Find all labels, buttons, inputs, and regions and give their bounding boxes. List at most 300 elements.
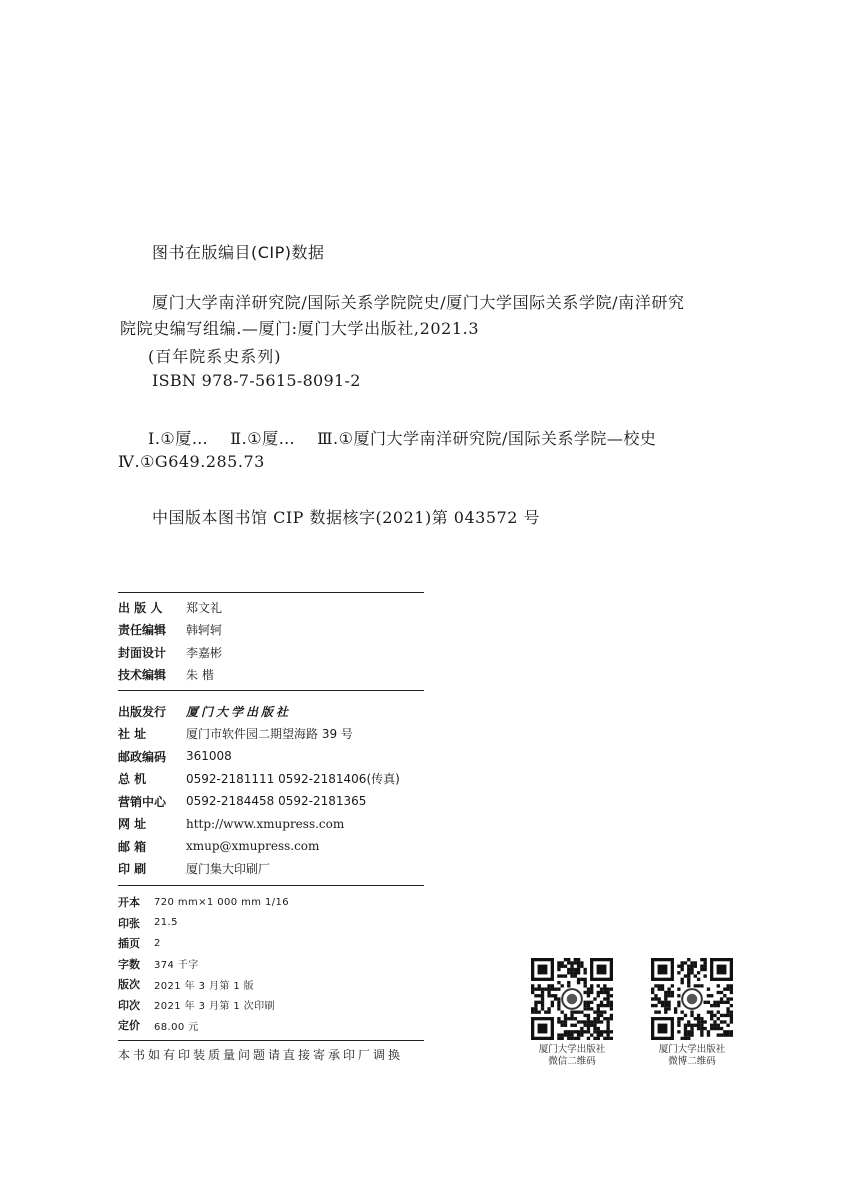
- publisher-label: 出版发行: [118, 704, 167, 719]
- spec-label: 印张: [118, 916, 140, 930]
- publisher-label: 营销中心: [118, 794, 167, 809]
- qr-module: [677, 1004, 680, 1007]
- spec-label: 印次: [118, 998, 140, 1012]
- qr-module: [606, 997, 609, 1000]
- spec-label: 版次: [118, 978, 140, 992]
- qr-module: [694, 984, 697, 987]
- qr-module: [561, 1010, 564, 1013]
- qr-module: [723, 1020, 726, 1023]
- qr-module: [654, 1004, 657, 1007]
- credit-value: 朱 楷: [186, 668, 214, 683]
- qr-module: [717, 1033, 720, 1036]
- qr-module: [587, 1004, 590, 1007]
- qr-module: [654, 997, 657, 1000]
- qr-module: [557, 1001, 560, 1004]
- qr-module: [677, 1024, 680, 1027]
- qr-module: [703, 1027, 706, 1030]
- qr-module: [583, 971, 586, 974]
- qr-module: [687, 958, 690, 961]
- qr-finder-center: [538, 1024, 548, 1034]
- qr-module: [726, 1014, 729, 1017]
- qr-module: [667, 1001, 670, 1004]
- qr-module: [661, 988, 664, 991]
- qr-module: [713, 1001, 716, 1004]
- qr-module: [547, 1010, 550, 1013]
- qr-module: [707, 1010, 710, 1013]
- qr-module: [606, 1027, 609, 1030]
- qr-module: [713, 1020, 716, 1023]
- spec-row-inserts: [118, 933, 428, 954]
- qr-module: [684, 1037, 687, 1040]
- qr-module: [547, 984, 550, 987]
- qr-module: [587, 1027, 590, 1030]
- qr-module: [593, 997, 596, 1000]
- qr-module: [590, 1033, 593, 1036]
- qr-module: [567, 971, 570, 974]
- qr-module: [674, 1010, 677, 1013]
- qr-module: [583, 1014, 586, 1017]
- qr-module: [651, 991, 654, 994]
- qr-module: [687, 1037, 690, 1040]
- qr-module: [703, 974, 706, 977]
- qr-module: [531, 991, 534, 994]
- publisher-row-postcode: [118, 745, 428, 768]
- spec-value: 2: [154, 937, 161, 949]
- qr-module: [593, 1020, 596, 1023]
- qr-module: [557, 1017, 560, 1020]
- qr-module: [664, 1004, 667, 1007]
- qr-module: [687, 1030, 690, 1033]
- qr-module: [583, 991, 586, 994]
- qr-module: [570, 965, 573, 968]
- qr-module: [671, 994, 674, 997]
- qr-module: [726, 997, 729, 1000]
- qr-module: [538, 994, 541, 997]
- qr-module: [664, 1001, 667, 1004]
- qr-module: [534, 1007, 537, 1010]
- qr-module: [700, 1017, 703, 1020]
- qr-module: [597, 1010, 600, 1013]
- qr-module: [703, 961, 706, 964]
- qr-module: [726, 1033, 729, 1036]
- spec-value: 720 mm×1 000 mm 1/16: [154, 896, 290, 908]
- qr-module: [603, 1010, 606, 1013]
- qr-module: [667, 991, 670, 994]
- qr-module: [564, 1024, 567, 1027]
- qr-module: [690, 1033, 693, 1036]
- divider-publisher: [118, 885, 424, 886]
- qr-module: [717, 991, 720, 994]
- qr-module: [677, 1020, 680, 1023]
- qr-module: [597, 1027, 600, 1030]
- qr-module: [697, 1014, 700, 1017]
- qr-module: [587, 1020, 590, 1023]
- qr-module: [580, 1033, 583, 1036]
- qr-module: [651, 988, 654, 991]
- qr-module: [597, 994, 600, 997]
- qr-module: [541, 1001, 544, 1004]
- qr-module: [561, 1020, 564, 1023]
- qr-module: [564, 1030, 567, 1033]
- qr-module: [597, 1007, 600, 1010]
- qr-module: [707, 1030, 710, 1033]
- qr-module: [710, 1014, 713, 1017]
- qr-module: [570, 1033, 573, 1036]
- qr-module: [600, 1020, 603, 1023]
- qr-module: [590, 1020, 593, 1023]
- qr-module: [606, 1033, 609, 1036]
- qr-module: [717, 1010, 720, 1013]
- qr-module: [730, 997, 733, 1000]
- qr-module: [684, 961, 687, 964]
- qr-module: [703, 1001, 706, 1004]
- credit-label: 责任编辑: [118, 623, 167, 638]
- cip-class-ii: Ⅱ.①厦…: [230, 429, 296, 448]
- qr-module: [583, 1020, 586, 1023]
- qr-module: [677, 1001, 680, 1004]
- cip-description: [120, 290, 760, 342]
- qr-module: [684, 1027, 687, 1030]
- qr-module: [600, 1010, 603, 1013]
- qr-module: [687, 974, 690, 977]
- qr-module: [677, 971, 680, 974]
- publisher-label: 社 址: [118, 727, 147, 742]
- qr-module: [710, 1017, 713, 1020]
- qr-module: [587, 1007, 590, 1010]
- qr-module: [726, 1030, 729, 1033]
- qr-module: [684, 1030, 687, 1033]
- qr-module: [577, 1033, 580, 1036]
- publisher-row-marketing: [118, 790, 428, 813]
- qr-module: [681, 968, 684, 971]
- cip-isbn: ISBN 978-7-5615-8091-2: [152, 371, 361, 390]
- qr-module: [661, 1001, 664, 1004]
- qr-module: [600, 1033, 603, 1036]
- qr-module: [587, 1030, 590, 1033]
- qr-module: [730, 1030, 733, 1033]
- qr-module: [713, 1027, 716, 1030]
- qr-module: [684, 1024, 687, 1027]
- qr-module: [551, 994, 554, 997]
- qr-module: [557, 981, 560, 984]
- qr-module: [720, 991, 723, 994]
- qr-module: [606, 991, 609, 994]
- spec-value: 68.00 元: [154, 1021, 199, 1033]
- qr-module: [730, 1017, 733, 1020]
- credit-value: 李嘉彬: [186, 645, 223, 660]
- qr-module: [667, 988, 670, 991]
- qr-module: [531, 1010, 534, 1013]
- qr-module: [564, 1020, 567, 1023]
- cip-record-number: 中国版本图书馆 CIP 数据核字(2021)第 043572 号: [152, 508, 540, 527]
- qr-module: [700, 984, 703, 987]
- qr-module: [580, 1030, 583, 1033]
- qr-module: [681, 961, 684, 964]
- qr-module: [577, 981, 580, 984]
- qr-module: [534, 988, 537, 991]
- qr-module: [600, 1004, 603, 1007]
- publisher-label: 印 刷: [118, 862, 147, 877]
- qr-module: [557, 1020, 560, 1023]
- qr-module: [590, 1001, 593, 1004]
- publisher-row-phone: [118, 768, 428, 791]
- staff-credits: [118, 596, 428, 686]
- qr-module: [567, 1030, 570, 1033]
- qr-module: [597, 1004, 600, 1007]
- qr-module: [703, 1020, 706, 1023]
- qr-module: [570, 961, 573, 964]
- qr-module: [541, 988, 544, 991]
- qr-module: [700, 965, 703, 968]
- qr-module: [593, 1024, 596, 1027]
- qr-module: [580, 978, 583, 981]
- divider-staff: [118, 690, 424, 691]
- qr-module: [671, 991, 674, 994]
- qr-module: [730, 1010, 733, 1013]
- spec-row-word-count: [118, 954, 428, 975]
- qr-module: [554, 997, 557, 1000]
- qr-module: [557, 974, 560, 977]
- qr-module: [603, 984, 606, 987]
- qr-module: [547, 988, 550, 991]
- publisher-label: 邮 箱: [118, 839, 147, 854]
- qr-module: [574, 1024, 577, 1027]
- qr-module: [606, 1037, 609, 1040]
- qr-module: [557, 1007, 560, 1010]
- spec-row-sheets: [118, 913, 428, 934]
- qr-module: [577, 968, 580, 971]
- qr-module: [597, 1014, 600, 1017]
- qr-module: [561, 961, 564, 964]
- wechat-qr-caption: [512, 1044, 632, 1068]
- qr-module: [684, 1033, 687, 1036]
- qr-module: [687, 978, 690, 981]
- qr-module: [726, 1001, 729, 1004]
- spec-value: 21.5: [154, 917, 178, 929]
- qr-module: [667, 1004, 670, 1007]
- qr-module: [557, 988, 560, 991]
- qr-module: [570, 1010, 573, 1013]
- qr-module: [667, 1007, 670, 1010]
- qr-module: [690, 1024, 693, 1027]
- qr-module: [603, 1004, 606, 1007]
- publisher-row-printer: [118, 858, 428, 881]
- qr-module: [717, 1024, 720, 1027]
- spec-label: 开本: [118, 896, 140, 910]
- qr-module: [534, 1004, 537, 1007]
- qr-module: [606, 1001, 609, 1004]
- qr-module: [707, 994, 710, 997]
- qr-module: [547, 991, 550, 994]
- qr-module: [694, 974, 697, 977]
- qr-module: [561, 1037, 564, 1040]
- qr-module: [726, 1007, 729, 1010]
- qr-module: [664, 997, 667, 1000]
- qr-module: [600, 991, 603, 994]
- qr-module: [723, 1030, 726, 1033]
- qr-module: [677, 965, 680, 968]
- qr-module: [694, 1017, 697, 1020]
- wechat-qr-code: [531, 958, 613, 1040]
- qr-module: [577, 1030, 580, 1033]
- credit-row-technical-editor: [118, 664, 428, 687]
- qr-module: [567, 981, 570, 984]
- qr-module: [590, 988, 593, 991]
- qr-module: [554, 994, 557, 997]
- qr-module: [593, 1037, 596, 1040]
- credit-row-publisher-person: [118, 596, 428, 619]
- qr-finder-center: [597, 965, 607, 975]
- publisher-label: 邮政编码: [118, 749, 167, 764]
- qr-module: [677, 994, 680, 997]
- qr-module: [600, 1030, 603, 1033]
- qr-module: [674, 1007, 677, 1010]
- qr-module: [684, 974, 687, 977]
- qr-module: [547, 1007, 550, 1010]
- qr-module: [651, 1004, 654, 1007]
- qr-module: [681, 981, 684, 984]
- qr-emblem-center-icon: [567, 994, 577, 1004]
- qr-module: [593, 1030, 596, 1033]
- qr-module: [700, 968, 703, 971]
- qr-module: [557, 968, 560, 971]
- qr-module: [583, 1004, 586, 1007]
- qr-module: [720, 1020, 723, 1023]
- qr-module: [567, 1017, 570, 1020]
- qr-module: [590, 1024, 593, 1027]
- credit-label: 出 版 人: [118, 600, 163, 615]
- spec-row-edition: [118, 974, 428, 995]
- qr-module: [551, 1001, 554, 1004]
- spec-label: 字数: [118, 957, 140, 971]
- qr-module: [567, 961, 570, 964]
- qr-module: [681, 965, 684, 968]
- qr-finder-center: [658, 965, 668, 975]
- qr-module: [713, 1004, 716, 1007]
- qr-module: [677, 1030, 680, 1033]
- qr-module: [531, 1007, 534, 1010]
- qr-module: [534, 994, 537, 997]
- qr-module: [600, 1014, 603, 1017]
- qr-module: [697, 984, 700, 987]
- qr-module: [684, 1014, 687, 1017]
- qr-module: [654, 984, 657, 987]
- qr-module: [610, 1001, 613, 1004]
- qr-module: [720, 997, 723, 1000]
- qr-module: [687, 1020, 690, 1023]
- qr-module: [720, 1001, 723, 1004]
- qr-module: [564, 1014, 567, 1017]
- qr-module: [587, 1001, 590, 1004]
- cip-description-line-2: 院院史编写组编.—厦门:厦门大学出版社,2021.3: [120, 319, 480, 338]
- qr-module: [561, 984, 564, 987]
- qr-module: [564, 1033, 567, 1036]
- qr-module: [603, 1017, 606, 1020]
- qr-module: [570, 1024, 573, 1027]
- qr-module: [694, 965, 697, 968]
- qr-module: [577, 1010, 580, 1013]
- qr-module: [603, 1037, 606, 1040]
- qr-module: [570, 1014, 573, 1017]
- qr-module: [583, 1024, 586, 1027]
- credit-row-cover-design: [118, 641, 428, 664]
- qr-module: [730, 1004, 733, 1007]
- qr-module: [610, 988, 613, 991]
- qr-module: [544, 988, 547, 991]
- qr-module: [720, 1014, 723, 1017]
- qr-module: [730, 984, 733, 987]
- publisher-logo: 厦门大学出版社: [186, 704, 292, 719]
- qr-module: [730, 1014, 733, 1017]
- qr-module: [606, 1004, 609, 1007]
- qr-module: [610, 1004, 613, 1007]
- publisher-value: 厦门市软件园二期望海路 39 号: [186, 727, 353, 742]
- qr-module: [541, 991, 544, 994]
- qr-module: [717, 984, 720, 987]
- qr-caption-line: 厦门大学出版社: [658, 1044, 726, 1055]
- qr-module: [567, 968, 570, 971]
- qr-module: [541, 994, 544, 997]
- qr-module: [723, 1001, 726, 1004]
- qr-module: [564, 965, 567, 968]
- spec-row-format: [118, 892, 428, 913]
- qr-module: [531, 988, 534, 991]
- qr-module: [551, 988, 554, 991]
- qr-module: [730, 1020, 733, 1023]
- qr-module: [583, 981, 586, 984]
- qr-module: [590, 991, 593, 994]
- qr-module: [658, 988, 661, 991]
- qr-module: [697, 1017, 700, 1020]
- qr-module: [690, 961, 693, 964]
- qr-module: [681, 978, 684, 981]
- qr-module: [671, 984, 674, 987]
- publisher-row-website: [118, 813, 428, 836]
- qr-emblem-center-icon: [687, 994, 697, 1004]
- divider-specs: [118, 1040, 424, 1041]
- publisher-label: 总 机: [118, 772, 147, 787]
- qr-module: [574, 961, 577, 964]
- qr-module: [690, 1010, 693, 1013]
- qr-module: [717, 1027, 720, 1030]
- qr-module: [690, 1030, 693, 1033]
- qr-module: [664, 1010, 667, 1013]
- qr-module: [567, 1033, 570, 1036]
- qr-module: [557, 1004, 560, 1007]
- qr-module: [658, 997, 661, 1000]
- qr-module: [697, 978, 700, 981]
- qr-module: [561, 1024, 564, 1027]
- qr-module: [538, 1001, 541, 1004]
- qr-module: [567, 1037, 570, 1040]
- qr-module: [567, 958, 570, 961]
- qr-module: [687, 968, 690, 971]
- qr-module: [703, 965, 706, 968]
- qr-module: [720, 1033, 723, 1036]
- publisher-info: [118, 700, 428, 880]
- qr-module: [583, 1007, 586, 1010]
- qr-module: [551, 1004, 554, 1007]
- qr-module: [610, 994, 613, 997]
- qr-module: [593, 1017, 596, 1020]
- qr-module: [564, 974, 567, 977]
- qr-module: [713, 1024, 716, 1027]
- qr-module: [697, 971, 700, 974]
- qr-module: [707, 1001, 710, 1004]
- qr-module: [713, 1014, 716, 1017]
- qr-module: [726, 988, 729, 991]
- qr-module: [547, 994, 550, 997]
